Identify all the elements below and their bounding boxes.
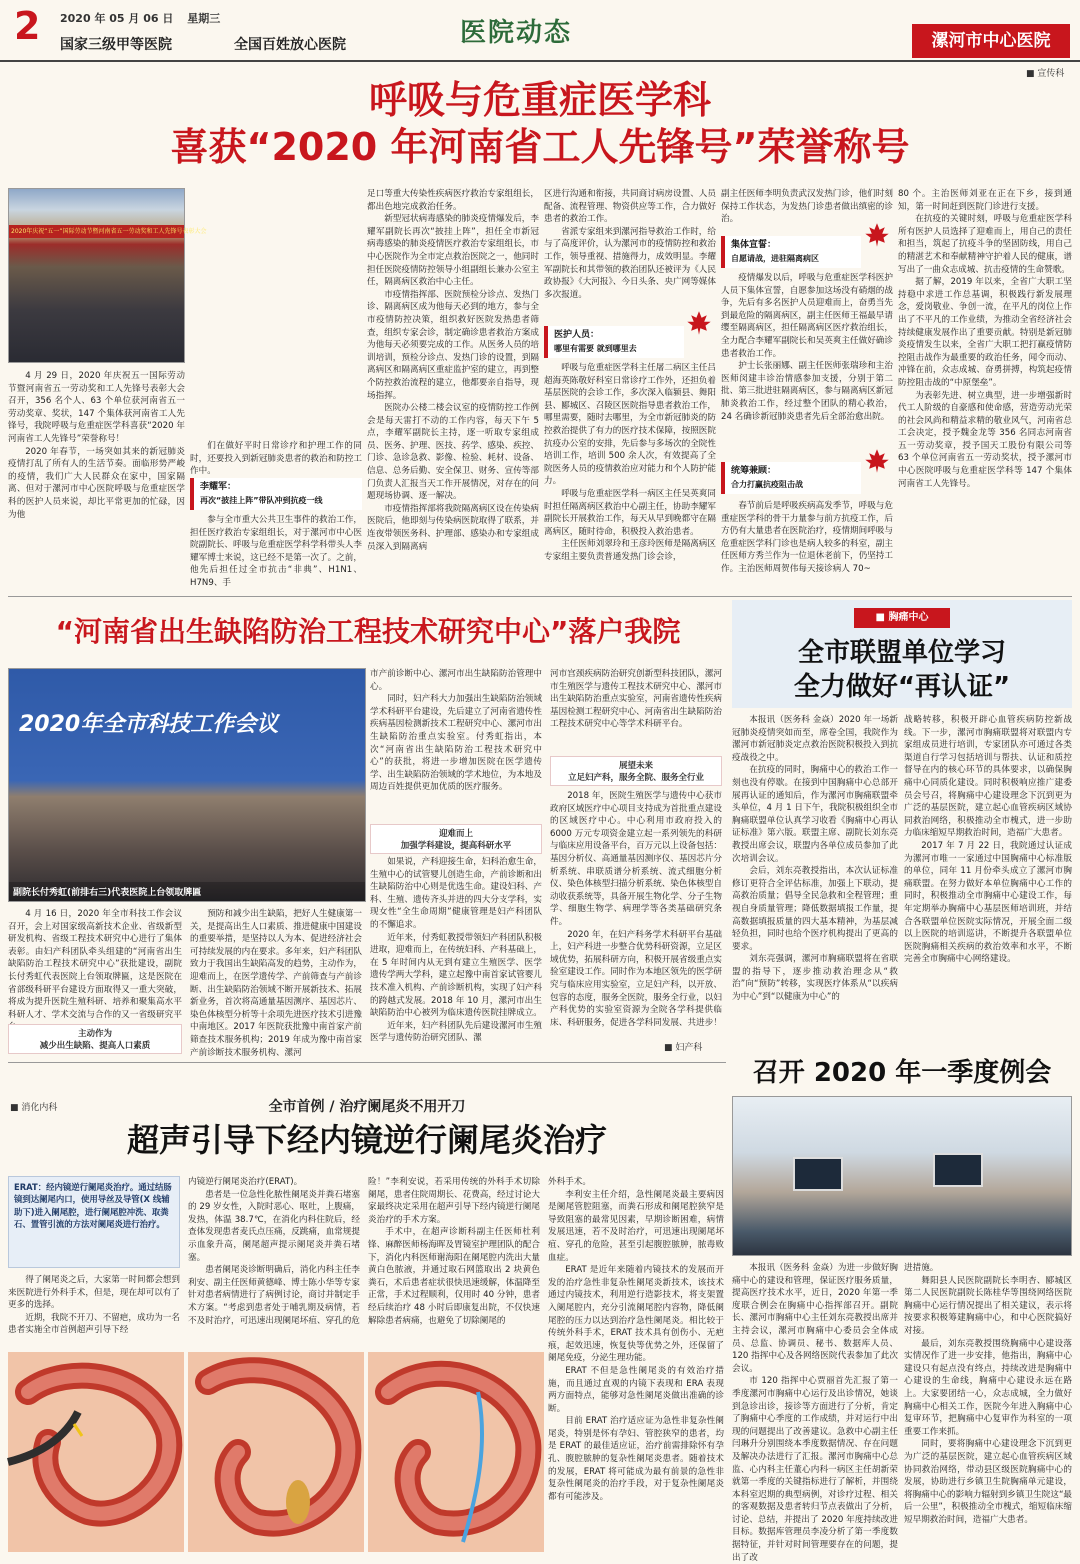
issue-date <box>60 10 220 26</box>
subhead-line: 减少出生缺陷、提高人口素质 <box>39 1041 151 1051</box>
paragraph: 如果说，产科迎接生命，妇科治愈生命，生殖中心的试管婴儿创造生命，产前诊断和出生缺陷防治中心则是优选生命。建设妇科、产科、生殖、遗传齐头并进的四大分支学科，实现女性“全生命周期”健康管理是妇产科团队的不懈追求。 <box>370 857 542 930</box>
slogan-2: 全国百姓放心医院 <box>234 37 346 53</box>
paragraph: 同时，妇产科大力加强出生缺陷防治领域学术科研平台建设，先后建立了河南省遗传性疾病基因检测新技术工程研究中心、漯河市出生缺陷防治重点实验室。付秀虹指出，本次“河南省出生缺陷防治工程技术研究中心”的获批，将进一步增加医院在医学遗传学、出生缺陷防治领域的学术地位，为本地及周边百姓提供更加优质的医疗服务。 <box>370 694 542 793</box>
article2-title: “河南省出生缺陷防治工程技术研究中心”落户我院 <box>55 615 681 648</box>
article2-col2 <box>190 908 362 1058</box>
paragraph: 外科手术。 <box>548 1177 591 1187</box>
article3-col3 <box>732 1262 899 1563</box>
dept-tag-obgyn: ■ 妇产科 <box>664 1043 703 1053</box>
paragraph: 副主任医师李明负责武汉发热门诊，他们时刻保持工作状态，为发热门诊患者做出缜密的诊治。 <box>721 189 893 225</box>
paragraph: 呼吸与危重症医学科一病区主任吴英爽同时担任隔离病区救治中心副主任，协助李耀军副院长开展救治工作，每天从早到晚都守在隔离病区，随时待命，积极投入救治患者。 <box>544 488 716 537</box>
paragraph: 市疫情指挥部、医院预检分诊点、发热门诊、隔离病区成为他每天必到的地方，参与全市疫情防控决策，组织救好医院发热患者筛查，组织专家会诊，制定确诊患者救治方案成为他每天必须要完成的工作。从医务人员的培训培训，预检分诊点、发热门诊的设置，到隔离病区和隔离病区重症监护室的建立，再到整个防控救治流程的建立，他都要亲自指导，现场指挥。 <box>367 289 539 401</box>
paragraph: 医院办公楼二楼会议室的疫情防控工作例会是每天雷打不动的工作内容，每天下午 5 点，李耀军副院长主持，逐一听取专家组成员、医务、护理、医技、药学、感染、疾控、门诊、急诊急救、影像、检验、耗材、设备、信息、总务后勤、安全保卫、财务、宣传等部门负责人汇报当天工作开展情况，对存在的问题现场协调、逐一解决。 <box>367 403 539 502</box>
paragraph: 目前 ERAT 治疗适应证为急性非复杂性阑尾炎，特别是怀有孕妇、管腔狭窄的患者，均是 ERAT 的最佳适应证，治疗前需排除怀有孕孔、腹腔脓肿的复杂性阑尾炎患者。随着技术的发展，ERAT 将可能成为最有前景的急性非复杂性阑尾炎的治疗手段，对于复杂性阑尾炎都有可能涉及。 <box>548 1416 724 1502</box>
paragraph: 同时，要将胸痛中心建设理念下沉到更为广泛的基层医院，建立起心血管疾病区域协同救治网络，带动县区级医院胸痛中心的发展，协助进行乡镇卫生院胸痛单元建设，将胸痛中心的影响力辐射到乡镇卫生院这“最后一公里”，积极推动全市槐式，缩短临床缩短早期救治时间，造福广大患者。 <box>904 1439 1072 1525</box>
paragraph: 省派专家组来到漯河指导救治工作时，给与了高度评价，认为漯河市的疫情防控和救治工作，领导重视、措施得力，成效明显。李耀军副院长和其带领的救治团队还被评为《人民政协报》《大河报》、今日头条、央广网等媒体多次报道。 <box>544 226 716 300</box>
article2-photo-banner: 2020年全市科技工作会议 <box>19 712 279 737</box>
section-title: 医院动态 <box>460 18 573 48</box>
header-rule <box>0 60 1080 62</box>
maple-leaf-icon <box>864 222 890 248</box>
article4-kicker: 全市首例 / 治疗阑尾炎不用开刀 <box>268 1099 466 1115</box>
article2-subhead-2 <box>370 824 542 854</box>
article1-photo <box>8 188 207 363</box>
paragraph: 呼吸与危重症医学科主任屠二病区主任吕超海英陈敬好科室日常诊疗工作外，还担负着基层医院的会诊工作，多次深入临颍县、舞阳县、郾城区、召陵区医院指导患者救治工作，哪里需要，随时去哪里，为全市新冠肺炎的防控救治提供了有力的医疗技术保障，按照医院抗疫办公室的安排，先后参与多场次的全院性培训工作，培训 500 余人次，有效提高了全院医务人员的疫情救治应对能力和个人防护能力。 <box>544 363 716 487</box>
paragraph: 险！”李利安说，若采用传统的外科手术切除阑尾，患者住院周期长、花费高，经过讨论大家最终决定采用在超声引导下经内镜逆行阑尾炎治疗的手术方案。 <box>368 1177 540 1225</box>
paragraph: ERAT 不但是急性阑尾炎的有效治疗措施，而且通过直观的内镜下表现和 ERA 表现两方面特点，能够对急性阑尾炎做出准确的诊断。 <box>548 1365 724 1414</box>
subhead-text: 合力打赢抗疫阻击战 <box>731 480 803 489</box>
article1-subhead-li <box>190 478 362 510</box>
paragraph: 护士长张丽娜、副主任医师张瑞珍和主治医师闵建丰诊治情感参加支援，分别于第二批、第三批进驻隔离病区，参与隔离病区新冠肺炎救治工作，经过整个团队的精心救治，24 名确诊新冠肺炎患者先后全部治愈出院。 <box>721 361 893 422</box>
paragraph: 4 月 16 日，2020 年全市科技工作会议召开，会上对国家级高新技术企业、省级新型研发机构、省级工程技术研究中心进行了集体表彰。由妇产科团队牵头组建的“河南省出生缺陷防治工程技术研究中心”获批建设，副院长付秀虹代表医院上台领取牌匾，这是医院在省部级科研平台建设方面取得又一重大突破，将成为提升医院生殖科研、培养和聚集高水平科研人才、学术交流与合作的又一省级研究平 <box>8 909 182 1020</box>
article3-col1 <box>732 714 898 1052</box>
subhead-name: 集体宣誓： <box>731 240 777 250</box>
paragraph: 预防和减少出生缺陷，把好人生健康第一关，是提高出生人口素质、推进健康中国建设的重要举措，是坚持以人为本、促进经济社会可持续发展的内在要求。多年来，妇产科团队致力于我国出生缺陷高发的趋势，主动作为，迎难而上，在医学遗传学、产前筛查与产前诊断、出生缺陷防治领域不断开展新技术、拓展新业务，首次将高通量基因测序、基因芯片、染色体核型分析等十余项先进医疗技术引进豫中南地区。2017 年医院获批豫中南首家产前筛查技术服务机构；2019 年成为豫中南首家产前诊断技术服务机构、漯河 <box>190 909 362 1058</box>
paragraph: 区进行沟通和衔接，共同商讨病房设置、人员配备、流程管理、物资供应等工作，合力做好患者的救治工作。 <box>544 189 716 225</box>
article3-col4 <box>904 1262 1072 1552</box>
subhead-name: 李耀军： <box>200 482 237 492</box>
divider <box>8 596 1072 597</box>
paragraph: 在抗疫的关键时刻，呼吸与危重症医学科所有医护人员选择了迎难而上，用自己的责任和担当，筑起了抗疫斗争的坚固防线，用自己的精湛艺术和奉献精神守护着人民的健康，谱写出了一曲众志成城、抗击疫情的生命赞歌。 <box>898 214 1072 275</box>
paragraph: 为表彰先进、树立典型，进一步增强新时代工人阶级的自豪感和使命感，营造劳动光荣的社会风尚和精益求精的敬业风气，河南省总工会决定，授予魏金龙等 356 名同志河南省五一劳动奖章，授予国天工股份有限公司等 63 个单位河南省五一劳动奖状，授予漯河市中心医院呼吸与危重症医学科等 147 个集体河南省工人先锋号。 <box>898 390 1072 489</box>
paragraph: 80 个。主治医师刘亚在正在下乡，接到通知，第一时间赶到医院门诊进行支援。 <box>898 189 1072 212</box>
paragraph: 手术中，在超声诊断科副主任医师杜利锋、麻醉医师杨海晖及胃镜室护理团队的配合下，消化内科医师谢海阳在阑尾腔内洗出大量黄白色脓液，并通过取石网篮取出 2 块黄色粪石，术后患者症状很快迅速缓解，体温降至正常，手术过程顺利，仅用时 40 分钟，患者经后续治疗 48 小时后即康复出院，不仅快速解除患者病痛，也避免了切除阑尾的 <box>368 1227 540 1326</box>
subhead-name: 医护人员： <box>554 330 600 340</box>
paragraph: 2017 年 7 月 22 日，我院通过认证成为漯河市唯一一家通过中国胸痛中心标准版的单位，同年 11 月份牵头成立了漯河市胸痛联盟。在努力做好本单位胸痛中心工作的同时，积极推动全市胸痛中心建设工作，每年定期举办胸痛中心基层医师培训班，并结合各联盟单位医院实际情况，开展全面二级以上医院的培训巡讲，不断提升各联盟单位医院胸痛相关疾病的救治效率和水平，不断完善全市胸痛中心网络建设。 <box>904 840 1072 965</box>
article2-photo <box>8 668 366 902</box>
article3-title-line2: 全力做好“再认证” <box>793 672 1011 702</box>
paragraph: 疫情爆发以后，呼吸与危重症医学科医护人员下集体宣誓，自愿参加这场没有硝烟的战争，先后有多名医护人员迎难而上，奋勇当先到最危险的隔离病区，副主任医师王福最早请缨至隔离病区，担任隔离病区医疗救治组长，全力配合李耀军副院长和吴英爽主任做好确诊患者救治工作。 <box>721 273 893 359</box>
article2-col3a <box>370 668 542 816</box>
article2-col4b <box>550 790 722 1038</box>
article4-col4 <box>548 1176 724 1552</box>
article1-col5c <box>721 500 893 590</box>
dept-tag-publicity: ■ 宣传科 <box>1026 69 1065 79</box>
paragraph: 市产前诊断中心、漯河市出生缺陷防治管理中心。 <box>370 669 542 692</box>
page-number: 2 <box>14 4 41 48</box>
article1-subhead-oath <box>721 236 861 268</box>
paragraph: 河市宫颈疾病防治研究创新型科技团队，漯河市生殖医学与遗传工程技术研究中心、漯河市出生缺陷防治重点实验室，河南省遗传性疾病基因检测工程研究中心、河南省出生缺陷防治工程技术研究中心等学术科研平台。 <box>550 669 722 730</box>
article1-col6 <box>898 188 1072 590</box>
paragraph: 李利安主任介绍，急性阑尾炎最主要病因是阑尾管腔阻塞，而粪石形成和阑尾腔狭窄是导致阻塞的最常见因素，早期诊断困难，病情发展迅速，若不及时治疗，可迅速出现阑尾坏疽、穿孔的危险，甚至引起腹腔脓肿，脓毒败血症。 <box>548 1189 724 1263</box>
paragraph: 2018 年，医院生殖医学与遗传中心获市政府区域医疗中心项目支持成为首批重点建设的区域医疗中心。中心利用市政府投入的 6000 万元专项资金建立起一系列领先的科研与临床应用设备平台，百万元以上设备包括：基因分析仪、高通量基因测序仪、基因芯片分析系统、串联质谱分析系统、流式细胞分析仪、染色体核型扫描分析系统、染色体核型自动收获系统等，具备开展生物化学、分子生物学、细胞生物学、病理学等各类基础研究条件。 <box>550 791 722 927</box>
article2-subhead-1 <box>8 1024 182 1054</box>
maple-leaf-icon <box>864 448 890 474</box>
paragraph: 本报讯（医务科 金焱）2020 年一场新冠肺炎疫情突如而至，席卷全国，我院作为漯河市新冠肺炎定点救治医院积极投入到抗疫战役之中。 <box>732 715 898 763</box>
subhead-text: 哪里有需要 就到哪里去 <box>554 344 637 353</box>
article1-photo-banner: 2020年庆祝“五一”国际劳动节暨河南省五一劳动奖和工人先锋号表彰大会 <box>9 225 184 238</box>
article4-intro-box <box>8 1176 180 1268</box>
subhead-line: 主动作为 <box>77 1029 112 1039</box>
article4-title: 超声引导下经内镜逆行阑尾炎治疗 <box>126 1121 607 1159</box>
article1-col5b <box>721 272 893 452</box>
subhead-name: 统筹兼顾： <box>731 466 777 476</box>
article2-col1 <box>8 908 182 1022</box>
subhead-line: 立足妇产科，服务全院、服务全行业 <box>567 773 704 783</box>
logo-text: 漯河市中心医院 <box>931 31 1051 51</box>
article2-col4a <box>550 668 722 750</box>
paragraph: 舞阳县人民医院副院长李明杏、郾城区第二人民医院副院长陈桂华等围绕网络医院胸痛中心运行情况提出了相关建议，表示将按要求积极筹建胸痛中心，和中心医院搞好对接。 <box>904 1275 1072 1336</box>
article1-col4a <box>544 188 716 316</box>
paragraph: 2020 年，在妇产科务学术科研平台基础上，妇产科进一步整合优势科研资源，立足区域优势，拓展科研方向，积极开展省级重点实验室建设工作。同时作为本地区领先的医学研究与临床应用实验室，立足妇产科，以开放、包容的态度，服务全医院，服务全行业，以妇产科优势的实验室资源为全院各学科提供临床、科研服务，促进各学科同发展、共进步！ <box>550 929 722 1028</box>
maple-leaf-icon <box>686 310 712 336</box>
paragraph: 2020 年春节，一场突如其来的新冠肺炎疫情打乱了所有人的生活节奏。面临形势严峻的疫情，我们广大人民群众在家中，国家隔离、但对于漯河市中心医院呼吸与危重症医学科的医护人员来说，却比平常更加的忙碌，因为他 <box>8 446 185 520</box>
divider <box>8 1062 726 1063</box>
monitor-shape <box>933 1153 983 1187</box>
masthead <box>0 0 1080 62</box>
article1-col2b <box>190 514 362 590</box>
paragraph: 本报讯（医务科 金焱）为进一步做好胸痛中心的建设和管理，保证医疗服务质量，提高医疗技术水平，近日，2020 年第一季度联合例会在胸痛中心指挥部召开。副院长、漯河市胸痛中心主任刘东亮教授出席并主持会议，漯河市胸痛中心委员会全体成员、总监、协调员、秘书、数据库人员、120 指挥中心及各网络医院代表参加了此次会议。 <box>732 1263 899 1374</box>
hospital-logo <box>912 24 1070 58</box>
article3-dept-badge <box>854 608 950 628</box>
subhead-text: 再次“披挂上阵”带队冲到抗疫一线 <box>200 496 323 505</box>
paragraph: 春节前后是呼吸疾病高发季节，呼吸与危重症医学科的骨干力量参与前方抗疫工作，后方仍有大量患者在医院治疗，疫情期间呼吸与危重症医学科门诊也是病人较多的科室，副主任医师方秀兰作为一位退休老前下，仍坚持工作。主治医师周贺伟每天接诊病人 70~ <box>721 501 893 574</box>
paragraph: 患者阑尾炎诊断明确后，消化内科主任李利安、副主任医师黄德峰、博士陈小华等专家针对患者病情进行了病例讨论，商讨并制定手术方案。“考虑到患者处于哺乳期及病情，若不及时治疗，可迅速出现阑尾坏疽、穿孔的危 <box>188 1265 360 1326</box>
paragraph: 4 月 29 日，2020 年庆祝五一国际劳动节暨河南省五一劳动奖和工人先锋号表彰大会召开，356 名个人、63 个单位获河南省五一劳动奖章、奖状，147 个集体获河南省工人先锋号，我院呼吸与危重症医学科喜获“2020 年河南省工人先锋号”荣誉称号！ <box>8 371 185 444</box>
article1-col4b <box>544 362 716 590</box>
article3-second-title: 召开 2020 年一季度例会 <box>752 1058 1052 1088</box>
paragraph: 在抗疫的同时，胸痛中心的救治工作一刻也没有停歇。在接到中国胸痛中心总部开展再认证的通知后，作为漯河市胸痛联盟牵头单位，4 月 1 日下午，我院积极组织全市胸痛联盟单位认真学习收看《胸痛中心再认证标准》第六版。联盟主席、副院长刘东亮教授出席会议，联盟内各单位成员参加了此次培训会议。 <box>732 765 898 864</box>
paragraph: 参与全市重大公共卫生事件的救治工作，担任医疗救治专家组组长，对于漯河市中心医院副院长、呼吸与危重症医学科学科带头人李耀军博士来说，这已经不是第一次了。之前，他先后担任过全市抗击“非典”、H1N1、H7N9、手 <box>190 515 362 588</box>
paragraph: 市 120 指挥中心贾丽首先汇报了第一季度漯河市胸痛中心运行及出诊情况，她谈到急诊出诊，接诊等方面进行了分析，肯定了胸痛中心季度的工作成绩，并对运行中出现的问题提出了改善建议。急救中心副主任闫琳升分别围绕本季度数据情况、存在问题及解决办法进行了汇报。漯河市胸痛中心总监、心内科主任董心内科一病区主任胡新荣就第一季度的关键指标进行了解析，并围绕本科室迟期的典型病例，对诊疗过程、相关的客观数据及患者转归节点表做出了分析，讨论、总结，并提出了 2020 年度持续改进目标。数据库管理员李凌分析了第一季度数据特征，并针对时间管理要存在的问题，提出了改 <box>732 1376 898 1563</box>
paragraph: ERAT 是近年来随着内镜技术的发展而开发的治疗急性非复杂性阑尾炎新技术，该技术通过内镜技术，利用逆行造影技术，将支架置入阑尾腔内，充分引流阑尾腔内容物，降低阑尾腔的压力以达到治疗急性阑尾炎。相比较于传统外科手术，ERAT 技术具有创伤小、无疤痕，起效迅速，恢复快等优势之外，还保留了阑尾免疫，分泌生理功能。 <box>548 1265 724 1364</box>
article1-col1 <box>8 370 185 590</box>
article1-title-line2: 喜获“2020 年河南省工人先锋号”荣誉称号 <box>170 125 910 169</box>
article2-col3b <box>370 856 542 1054</box>
paragraph: 进措施。 <box>904 1263 939 1273</box>
dept-tag-gastro: ■ 消化内科 <box>10 1103 58 1113</box>
subhead-line: 加强学科建设，提高科研水平 <box>400 841 512 851</box>
article1-title-line1: 呼吸与危重症医学科 <box>368 78 711 122</box>
paragraph: 们在做好平时日常诊疗和护理工作的同时，还要投入到新冠肺炎患者的救治和防控工作中。 <box>190 441 362 477</box>
paragraph: 患者是一位急性化脓性阑尾炎并粪石堵塞的 29 岁女性，入院时恶心、呕吐，上腹痛，发热，体温 38.7℃，在消化内科住院后，经查体发现患者麦氏点压痛，反跳痛，血常规提示血象升高，阑尾超声提示阑尾炎并粪石堵塞。 <box>188 1189 360 1263</box>
paragraph: 最后，刘东亮教授围绕胸痛中心建设落实情况作了进一步安排，他指出，胸痛中心建设只有起点没有终点，持续改进是胸痛中心建设的生命线，胸痛中心建设永远在路上。大家要团结一心，众志成城，全力做好胸痛中心相关工作，医院今年进入胸痛中心复审环节，把胸痛中心复审作为科室的一项重要工作来抓。 <box>904 1338 1072 1437</box>
paragraph: 市疫情指挥部将我院隔离病区设在传染病医院后，他即刻与传染病医院取得了联系，并连夜带领医务科、护理部、感染办和专家组成员深入到隔离病 <box>367 503 539 552</box>
paragraph: 新型冠状病毒感染的肺炎疫情爆发后，李耀军副院长再次“披挂上阵”，担任全市新冠病毒感染的肺炎疫情医疗救治专家组组长，市中心医院作为全市定点救治医院之一，他同时担任医院疫情防控领导小组副组长兼办公室主任，隔离病区救治中心主任。 <box>367 214 539 288</box>
monitor-shape <box>793 1157 843 1191</box>
paragraph: 主任医师刘翠玲和王彦玲医师是隔离病区专家组主要负责普通发热门诊会诊， <box>544 539 716 562</box>
article2-subhead-3 <box>550 756 722 786</box>
article3-title-line1: 全市联盟单位学习 <box>797 638 1006 668</box>
slogan-1: 国家三级甲等医院 <box>60 37 172 53</box>
paragraph: 近年来，妇产科团队先后建设漯河市生殖医学与遗传防治研究团队、漯 <box>370 1020 542 1044</box>
paragraph: 据了解，2019 年以来，全省广大职工坚持稳中求进工作总基调，积极践行新发展理念，爱岗敬业、争创一流，在平凡的岗位上作出了不平凡的工作业绩，为推动全省经济社会持续健康发展作出了重要贡献。特别是新冠肺炎疫情发生以来，全省广大职工把打赢疫情防控阻击战作为最重要的政治任务，闻令而动、冲锋在前，众志成城、奋勇拼搏，构筑起疫情防控阻击战的“中原堡垒”。 <box>898 277 1072 388</box>
subhead-text: 自愿请战，进驻隔离病区 <box>731 254 819 263</box>
subhead-line: 展望未来 <box>618 761 653 771</box>
paragraph: 内镜逆行阑尾炎治疗(ERAT)。 <box>188 1177 303 1187</box>
article4-col3 <box>368 1176 540 1348</box>
paragraph: 足口等重大传染性疾病医疗救治专家组组长，都出色地完成救治任务。 <box>367 189 539 212</box>
paragraph: 得了阑尾炎之后，大家第一时间都会想到来医院进行外科手术，但是，现在却可以有了更多的选择。 <box>8 1275 180 1311</box>
article1-subhead-staff <box>544 326 684 358</box>
paragraph: 刘东亮强调，漯河市胸痛联盟将在省联盟的指导下，逐步推动救治理念从“救治”向“预防”转移，实现医疗体系从“以疾病为中心”到“以健康为中心”的 <box>732 954 898 1003</box>
article2-photo-caption: 副院长付秀虹(前排右三)代表医院上台领取牌匾 <box>9 882 365 901</box>
article3-photo <box>732 1096 1072 1256</box>
article3-col2 <box>904 714 1072 1052</box>
date-text: 2020 年 05 月 06 日 <box>60 12 174 25</box>
paragraph: 近期，我院不开刀、不留疤，成功为一名患者实施全市首例超声引导下经 <box>8 1312 180 1336</box>
dept-badge-text: ■ 胸痛中心 <box>875 612 929 623</box>
subhead-line: 迎难而上 <box>438 829 473 839</box>
weekday-text: 星期三 <box>187 12 221 25</box>
paragraph: 近年来，付秀虹教授带领妇产科团队积极进取，迎难而上，在传统妇科、产科基础上，在 5 年时间内从无到有建立生殖医学、医学遗传学两大学科，建立起豫中南首家试管婴儿技术准入机构、产前诊断机构，实现了妇产科的跨越式发展。2018 年 10 月，漯河市出生缺陷防治中心被列为临床遗传医院挂牌成立。 <box>370 932 542 1019</box>
article1-subhead-overall <box>721 462 861 494</box>
paragraph: 会后，刘东亮教授指出，本次认证标准修订更符合全评估标准，加强上下联动，提高救治质量；倡导全民急救和全程管理；重视自身质量管理；降低数据填报工作量，提高数据填报质量的四大基本精神，为基层减轻负担，同时也给个医疗机构提出了更高的要求。 <box>732 866 898 952</box>
appendix-illustration <box>8 1352 544 1552</box>
article4-col2 <box>188 1176 360 1348</box>
article4-col1 <box>8 1274 180 1348</box>
article1-col3 <box>367 188 539 590</box>
intro-text: ERAT：经内镜逆行阑尾炎治疗。通过结肠镜到达阑尾内口，使用导丝及导管(X 线辅助下)进入阑尾腔，进行阑尾腔冲洗、取粪石、置管引流的方法对阑尾炎进行治疗。 <box>14 1182 172 1230</box>
paragraph: 战略转移，积极开辟心血管疾病防控新战线。下一步，漯河市胸痛联盟将对联盟内专家组成员进行培训，专家团队亦可通过各类渠道自行学习包括培训与帮扶、认证和质控督导在内的核心环节的具体要求，以确保胸痛中心同质化建设。同时积极响应推广建委员会号召，将胸痛中心建设理念下沉到更为广泛的基层医院，建立起心血管疾病区域协同救治网络，积极推动全市槐式，进一步助力临床缩短早期救治时间，造福广大患者。 <box>904 715 1072 839</box>
